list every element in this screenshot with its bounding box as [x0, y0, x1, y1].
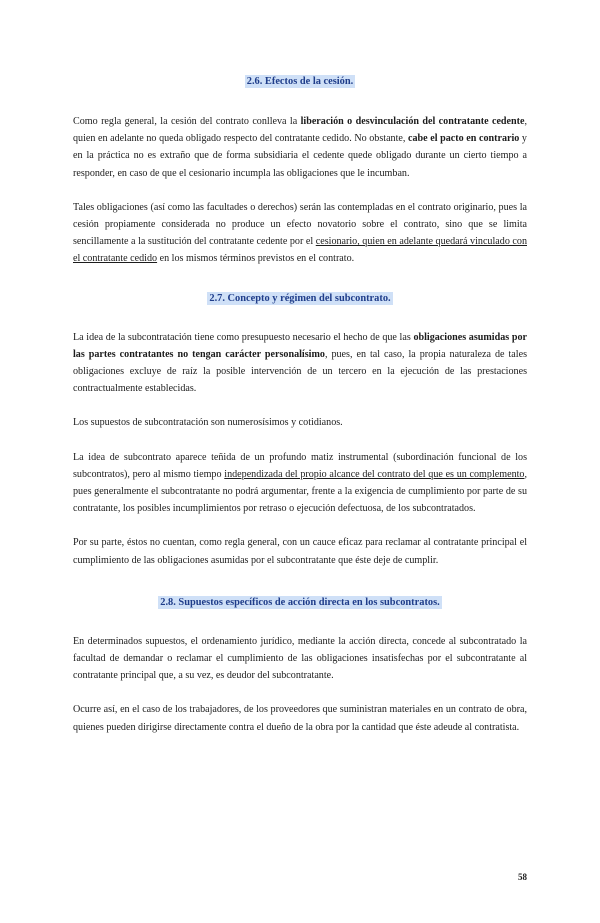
bold-text: cabe el pacto en contrario — [408, 133, 520, 145]
text-run: Los supuestos de subcontratación son numerosísimos y cotidianos. — [73, 417, 343, 429]
paragraph — [73, 449, 527, 518]
text-run: La idea de la subcontratación tiene como presupuesto necesario el hecho de que las — [73, 331, 414, 343]
bold-text: obligaciones asumidas por las partes contratantes no tengan carácter personalísimo — [73, 331, 527, 360]
section-heading-2-6: 2.6. Efectos de la cesión. — [246, 76, 354, 87]
text-run: en los mismos términos previstos en el contrato. — [157, 253, 355, 265]
bold-text: liberación o desvinculación del contratante cedente — [300, 116, 525, 127]
page-number: 58 — [518, 872, 527, 882]
underlined-text: independizada del propio alcance del contrato del que es un complemento — [224, 468, 525, 480]
text-run: Tales obligaciones (así como las facultades o derechos) serán las contempladas en el contrato originario, pues la cesión propiamente considerada no produce un efecto novatorio sobre el contrato, sino que se limita sencillamente a la sustitución del contratante cedente por el — [73, 201, 527, 248]
paragraph — [73, 414, 527, 431]
paragraph — [73, 534, 527, 568]
paragraph — [73, 701, 527, 735]
underlined-text: cesionario, quien en adelante quedará vinculado con el contratante cedido — [73, 236, 527, 265]
section-heading-2-8: 2.8. Supuestos específicos de acción directa en los subcontratos. — [160, 596, 440, 608]
text-run: , quien en adelante no queda obligado respecto del contratante cedido. No obstante, — [73, 116, 528, 145]
text-run: Como regla general, la cesión del contrato conlleva la — [73, 116, 301, 127]
text-run: , pues generalmente el subcontratante no podrá argumentar, frente a la exigencia de cumplimiento por parte de su contratante, los posibles incumplimientos por retraso o ejecución defectuosa, de los subcontratados. — [73, 468, 527, 515]
text-run: , pues, en tal caso, la propia naturaleza de tales obligaciones excluye de raíz la posible intervención de un tercero en la ejecución de las prestaciones contractualmente establecidas. — [73, 348, 527, 395]
document-page — [0, 75, 600, 923]
text-run: y en la práctica no es extraño que de forma subsidiaria el cedente quede obligado durante un cierto tiempo a responder, en caso de que el cesionario incumpla las obligaciones que le incumban. — [73, 133, 527, 179]
text-run: En determinados supuestos, el ordenamiento jurídico, mediante la acción directa, concede al subcontratado la facultad de demandar o reclamar el cumplimiento de las obligaciones insatisfechas por el subcontratante al contratante principal que, a su vez, es deudor del subcontratante. — [73, 635, 527, 682]
paragraph — [73, 113, 527, 182]
text-run: Por su parte, éstos no cuentan, como regla general, con un cauce eficaz para reclamar al contratante principal el cumplimiento de las obligaciones asumidas por el subcontratante que éste deje de cumplir. — [73, 537, 527, 566]
paragraph — [73, 329, 527, 398]
paragraph — [73, 199, 527, 268]
paragraph — [73, 633, 527, 685]
text-run: La idea de subcontrato aparece teñida de un profundo matiz instrumental (subordinación funcional de los subcontratos), pero al mismo tiempo — [73, 451, 527, 480]
text-run: Ocurre así, en el caso de los trabajadores, de los proveedores que suministran materiales en un contrato de obra, quienes pueden dirigirse directamente contra el dueño de la obra por la cantidad que éste adeude al contratista. — [73, 704, 527, 733]
section-heading-2-7: 2.7. Concepto y régimen del subcontrato. — [209, 292, 391, 304]
